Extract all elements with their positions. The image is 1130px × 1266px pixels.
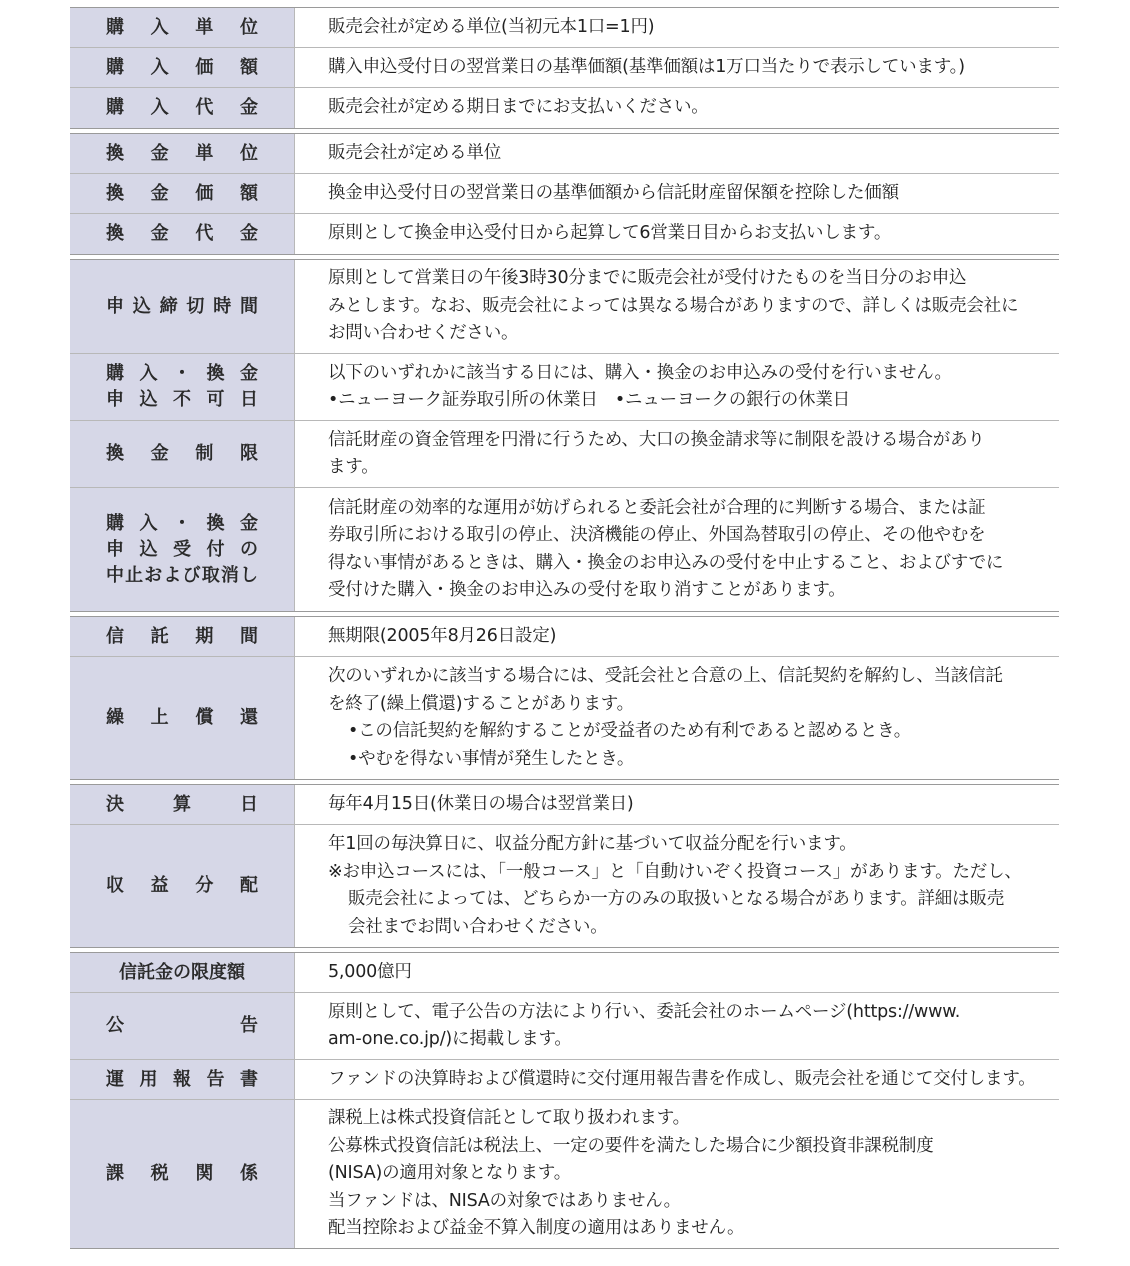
row-label (70, 88, 295, 128)
value-line: •この信託契約を解約することが受益者のため有利であると認めるとき。 (348, 721, 912, 741)
table-row (70, 174, 1059, 214)
label-line: 収 益 分 配 (106, 875, 258, 896)
value-line: みとします。なお、販売会社によっては異なる場合がありますので、詳しくは販売会社に (328, 295, 1019, 316)
row-value (295, 260, 1059, 353)
row-label (70, 993, 295, 1059)
table-row (70, 260, 1059, 354)
row-value (295, 174, 1059, 213)
row-label (70, 1060, 295, 1099)
table-row (70, 657, 1059, 779)
row-value (295, 1100, 1059, 1248)
label-line: 換 金 代 金 (106, 223, 258, 244)
label-line: 購 入 単 位 (106, 16, 258, 38)
table-row (70, 1100, 1059, 1248)
row-value (295, 214, 1059, 254)
table-group (70, 616, 1059, 780)
row-label-text (106, 1013, 258, 1039)
value-line: •ニューヨーク証券取引所の休業日 •ニューヨークの銀行の休業日 (328, 390, 850, 410)
row-label-text (106, 221, 258, 247)
row-label-text (106, 511, 258, 589)
table-row (70, 825, 1059, 947)
label-line: 換 金 単 位 (106, 142, 258, 164)
value-line: 課税上は株式投資信託として取り扱われます。 (328, 1108, 690, 1129)
value-line: am-one.co.jp/)に掲載します。 (328, 1029, 572, 1049)
value-line: 販売会社が定める期日までにお支払いください。 (328, 97, 709, 118)
label-line: 課 税 関 係 (106, 1163, 258, 1184)
row-label (70, 617, 295, 656)
row-label-text (106, 141, 258, 167)
value-line: 無期限(2005年8月26日設定) (328, 625, 557, 646)
row-label (70, 953, 295, 992)
row-label (70, 48, 295, 87)
value-line: 購入申込受付日の翌営業日の基準価額(基準価額は1万口当たりで表示しています。) (328, 56, 965, 77)
value-line: 受付けた購入・換金のお申込みの受付を取り消すことがあります。 (328, 580, 846, 600)
value-line: 当ファンドは、NISAの対象ではありません。 (328, 1190, 681, 1211)
value-line: 販売会社によっては、どちらか一方のみの取扱いとなる場合があります。詳細は販売 (348, 889, 1004, 909)
fund-terms-table (70, 7, 1059, 1249)
table-row (70, 134, 1059, 174)
value-line: 得ない事情があるときは、購入・換金のお申込みの受付を中止すること、およびすでに (328, 552, 1004, 573)
label-line: 信託金の限度額 (119, 961, 245, 983)
row-label (70, 8, 295, 47)
row-value (295, 88, 1059, 128)
value-line: 会社までお問い合わせください。 (348, 916, 608, 937)
value-line: を終了(繰上償還)することがあります。 (328, 693, 634, 714)
row-label (70, 825, 295, 947)
value-line: 以下のいずれかに該当する日には、購入・換金のお申込みの受付を行いません。 (328, 362, 952, 383)
label-line: 申 込 締 切 時 間 (106, 295, 258, 317)
row-value (295, 953, 1059, 992)
value-line: 信託財産の資金管理を円滑に行うため、大口の換金請求等に制限を設ける場合があり (328, 429, 985, 450)
row-value (295, 354, 1059, 420)
table-row (70, 785, 1059, 825)
table-row (70, 1060, 1059, 1100)
value-line: 換金申込受付日の翌営業日の基準価額から信託財産留保額を控除した価額 (328, 182, 899, 203)
table-row (70, 421, 1059, 488)
table-group (70, 259, 1059, 612)
table-row (70, 993, 1059, 1060)
row-label-text (106, 361, 258, 413)
value-line: 信託財産の効率的な運用が妨げられると委託会社が合理的に判断する場合、または証 (328, 497, 986, 518)
row-label (70, 134, 295, 173)
row-label (70, 421, 295, 487)
value-line: 毎年4月15日(休業日の場合は翌営業日) (328, 793, 634, 814)
row-label-text (106, 294, 258, 320)
table-row (70, 354, 1059, 421)
label-line: 購 入 ・ 換 金 (106, 512, 258, 534)
value-line: •やむを得ない事情が発生したとき。 (348, 748, 635, 769)
table-row (70, 617, 1059, 657)
value-line: お問い合わせください。 (328, 323, 519, 344)
table-row (70, 488, 1059, 611)
row-label-text (106, 55, 258, 81)
row-label-text (106, 624, 258, 650)
table-row (70, 214, 1059, 254)
label-line: 申 込 不 可 日 (106, 389, 258, 410)
label-line: 繰 上 償 還 (106, 707, 258, 728)
row-label-text (106, 873, 258, 899)
value-line: 原則として換金申込受付日から起算して6営業日目からお支払いします。 (328, 223, 892, 244)
table-group (70, 784, 1059, 948)
row-label (70, 657, 295, 779)
label-line: 申 込 受 付 の (106, 538, 258, 560)
label-line: 決 算 日 (106, 793, 258, 815)
label-line: 換 金 制 限 (106, 443, 258, 464)
row-label-text (106, 792, 258, 818)
value-line: ます。 (328, 457, 379, 477)
table-row (70, 48, 1059, 88)
value-line: 原則として営業日の午後3時30分までに販売会社が受付けたものを当日分のお申込 (328, 268, 967, 289)
value-line: 次のいずれかに該当する場合には、受託会社と合意の上、信託契約を解約し、当該信託 (328, 666, 1003, 686)
row-value (295, 825, 1059, 947)
row-value (295, 617, 1059, 656)
label-line: 換 金 価 額 (106, 182, 258, 204)
row-label-text (106, 95, 258, 121)
label-line: 運 用 報 告 書 (106, 1068, 258, 1090)
table-row (70, 8, 1059, 48)
row-label-text (106, 1067, 258, 1093)
row-value (295, 134, 1059, 173)
row-label-text (106, 1161, 258, 1187)
row-value (295, 48, 1059, 87)
label-line: 購 入 ・ 換 金 (106, 363, 258, 384)
row-label (70, 354, 295, 420)
value-line: 公募株式投資信託は税法上、一定の要件を満たした場合に少額投資非課税制度 (328, 1135, 934, 1156)
label-line: 公 告 (106, 1015, 258, 1036)
value-line: 券取引所における取引の停止、決済機能の停止、外国為替取引の停止、その他やむを (328, 525, 986, 545)
row-label-text (106, 15, 258, 41)
row-value (295, 785, 1059, 824)
row-label-text (106, 181, 258, 207)
row-label (70, 785, 295, 824)
value-line: 販売会社が定める単位 (328, 142, 501, 163)
value-line: 配当控除および益金不算入制度の適用はありません。 (328, 1218, 745, 1239)
label-line: 購 入 価 額 (106, 56, 258, 78)
table-group (70, 952, 1059, 1249)
value-line: 原則として、電子公告の方法により行い、委託会社のホームページ(https://www. (328, 1001, 961, 1022)
row-value (295, 1060, 1059, 1099)
row-value (295, 8, 1059, 47)
row-label (70, 1100, 295, 1248)
table-group (70, 133, 1059, 255)
value-line: ファンドの決算時および償還時に交付運用報告書を作成し、販売会社を通じて交付します。 (328, 1068, 1036, 1089)
label-line: 購 入 代 金 (106, 97, 258, 118)
table-group (70, 7, 1059, 129)
table-row (70, 953, 1059, 993)
row-label (70, 214, 295, 254)
value-line: (NISA)の適用対象となります。 (328, 1163, 572, 1184)
row-label-text (106, 960, 258, 986)
row-value (295, 488, 1059, 611)
value-line: 販売会社が定める単位(当初元本1口=1円) (328, 16, 655, 37)
row-label (70, 488, 295, 611)
row-value (295, 657, 1059, 779)
row-label (70, 260, 295, 353)
value-line: 5,000億円 (328, 961, 412, 982)
row-label-text (106, 705, 258, 731)
row-label (70, 174, 295, 213)
row-value (295, 421, 1059, 487)
label-line: 信 託 期 間 (106, 625, 258, 647)
label-line: 中 止 お よ び 取 消 し (106, 564, 258, 586)
row-value (295, 993, 1059, 1059)
value-line: ※お申込コースには、「一般コース」と「自動けいぞく投資コース」があります。ただし、 (328, 861, 1022, 882)
row-label-text (106, 441, 258, 467)
table-row (70, 88, 1059, 128)
value-line: 年1回の毎決算日に、収益分配方針に基づいて収益分配を行います。 (328, 834, 857, 854)
